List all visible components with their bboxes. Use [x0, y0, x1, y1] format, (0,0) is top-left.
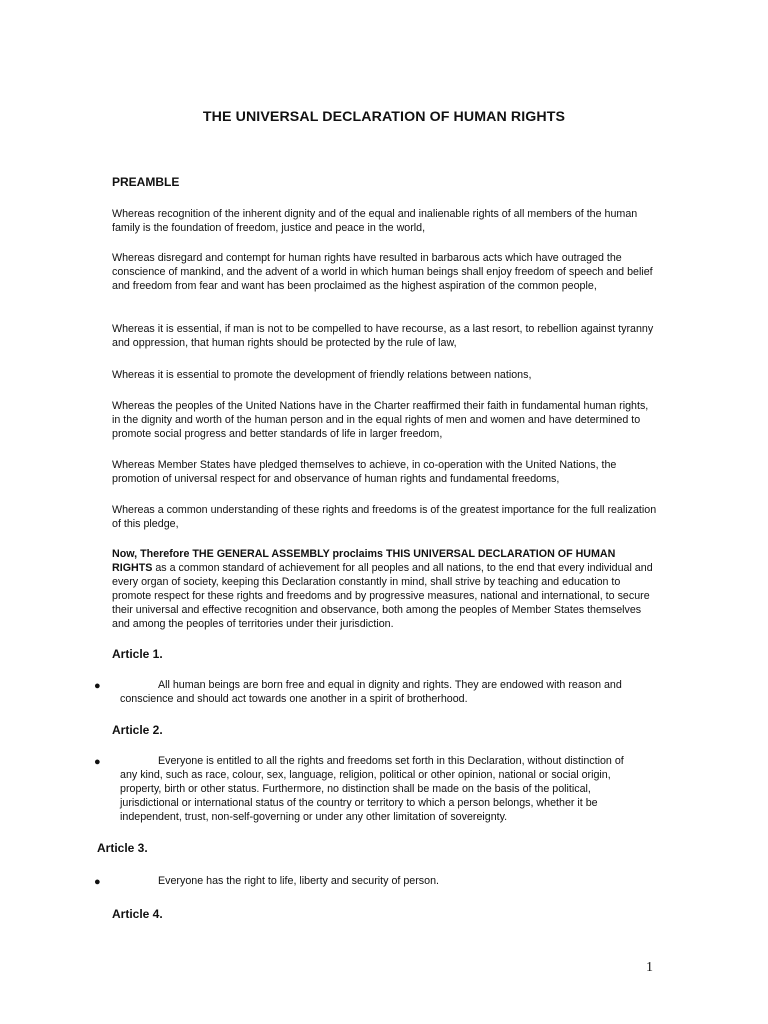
bullet-icon: ●: [94, 876, 101, 888]
proclamation-body: as a common standard of achievement for all peoples and all nations, to the end that every individual and every organ of society, keeping this Declaration constantly in mind, shall strive by teaching and education to promote respect for these rights and freedoms and by progressive measures, national and international, to secure their universal and effective recognition and observance, both among the peoples of Member States themselves and among the peoples of territories under their jurisdiction.: [112, 562, 653, 630]
article-text: [120, 678, 640, 706]
article-heading: Article 1.: [112, 647, 163, 661]
article-heading: Article 2.: [112, 723, 163, 737]
preamble-paragraph: Whereas it is essential, if man is not to be compelled to have recourse, as a last resort, to rebellion against tyranny and oppression, that human rights should be protected by the rule of law,: [112, 323, 654, 349]
article-heading: Article 3.: [97, 841, 148, 855]
proclamation-paragraph: [112, 547, 657, 631]
preamble-paragraph: Whereas recognition of the inherent dignity and of the equal and inalienable rights of all members of the human family is the foundation of freedom, justice and peace in the world,: [112, 208, 638, 234]
article-text: [120, 754, 640, 824]
article-text-content: All human beings are born free and equal in dignity and rights. They are endowed with reason and conscience and should act towards one another in a spirit of brotherhood.: [120, 679, 622, 705]
proclamation-lead: Now, Therefore THE GENERAL ASSEMBLY proclaims THIS UNIVERSAL DECLARATION OF HUMAN RIGHTS: [112, 548, 616, 574]
article-text-content: Everyone has the right to life, liberty and security of person.: [158, 875, 439, 887]
preamble-paragraph: Whereas the peoples of the United Nations have in the Charter reaffirmed their faith in fundamental human rights, in the dignity and worth of the human person and in the equal rights of men and women and have determined to promote social progress and better standards of life in larger freedom,: [112, 400, 649, 440]
bullet-icon: ●: [94, 680, 101, 692]
bullet-icon: ●: [94, 756, 101, 768]
preamble-paragraph: Whereas disregard and contempt for human rights have resulted in barbarous acts which have outraged the conscience of mankind, and the advent of a world in which human beings shall enjoy freedom of speech and belief and freedom from fear and want has been proclaimed as the highest aspiration of the common people,: [112, 252, 653, 292]
preamble-paragraph: Whereas it is essential to promote the development of friendly relations between nations,: [112, 369, 532, 381]
preamble-paragraph: Whereas a common understanding of these rights and freedoms is of the greatest importance for the full realization of this pledge,: [112, 504, 657, 530]
article-text: [120, 874, 640, 888]
article-text-content: Everyone is entitled to all the rights and freedoms set forth in this Declaration, without distinction of any kind, such as race, colour, sex, language, religion, political or other opinion, national or social origin, property, birth or other status. Furthermore, no distinction shall be made on the basis of the political, jurisdictional or international status of the country or territory to which a person belongs, whether it be independent, trust, non-self-governing or under any other limitation of sovereignty.: [120, 755, 624, 823]
preamble-paragraph: Whereas Member States have pledged themselves to achieve, in co-operation with the United Nations, the promotion of universal respect for and observance of human rights and fundamental freedoms,: [112, 459, 617, 485]
article-heading: Article 4.: [112, 907, 163, 921]
page-number: 1: [646, 960, 653, 975]
preamble-heading: PREAMBLE: [112, 175, 180, 189]
document-title: THE UNIVERSAL DECLARATION OF HUMAN RIGHTS: [202, 109, 566, 125]
